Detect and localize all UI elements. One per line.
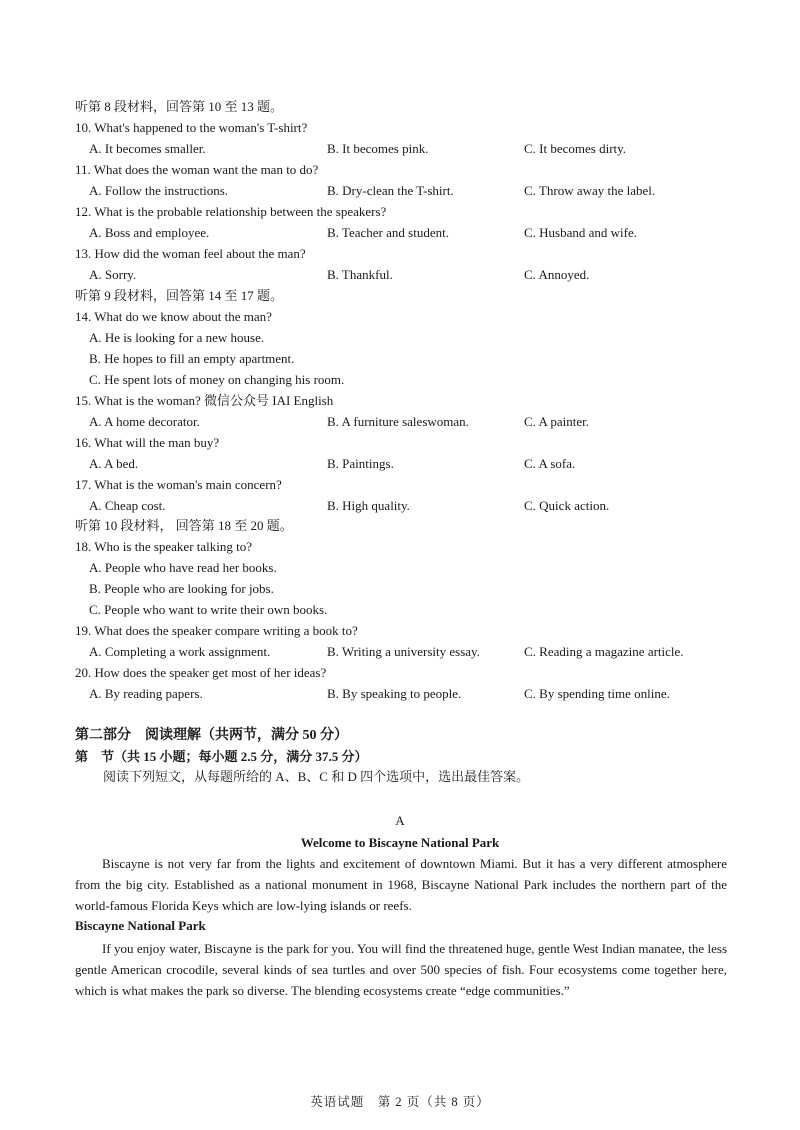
section-intro-10: 听第 10 段材料， 回答第 18 至 20 题。 — [75, 518, 293, 533]
q18-option-a: A. People who have read her books. — [89, 560, 277, 575]
q12-option-a: A. Boss and employee. — [89, 225, 210, 240]
q16-option-a: A. A bed. — [89, 456, 139, 471]
q10-option-b: B. It becomes pink. — [327, 141, 429, 156]
q12-option-b: B. Teacher and student. — [327, 225, 449, 240]
part-two-heading: 第二部分 阅读理解（共两节，满分 50 分） — [75, 728, 348, 743]
section-intro-9: 听第 9 段材料，回答第 14 至 17 题。 — [75, 288, 284, 303]
passage-letter: A — [395, 813, 405, 828]
q15-option-b: B. A furniture saleswoman. — [327, 414, 469, 429]
q17-option-a: A. Cheap cost. — [89, 498, 166, 513]
question-16: 16. What will the man buy? — [75, 435, 220, 450]
q16-option-b: B. Paintings. — [327, 456, 394, 471]
q16-option-c: C. A sofa. — [524, 456, 576, 471]
q20-option-b: B. By speaking to people. — [327, 686, 462, 701]
q10-option-a: A. It becomes smaller. — [89, 141, 206, 156]
q10-option-c: C. It becomes dirty. — [524, 141, 627, 156]
q12-option-c: C. Husband and wife. — [524, 225, 638, 240]
question-19: 19. What does the speaker compare writing a book to? — [75, 623, 358, 638]
q18-option-c: C. People who want to write their own books. — [89, 602, 328, 617]
q13-option-a: A. Sorry. — [89, 267, 137, 282]
q17-option-c: C. Quick action. — [524, 498, 610, 513]
question-18: 18. Who is the speaker talking to? — [75, 539, 253, 554]
q19-option-c: C. Reading a magazine article. — [524, 644, 684, 659]
q13-option-c: C. Annoyed. — [524, 267, 590, 282]
q17-option-b: B. High quality. — [327, 498, 410, 513]
q15-option-c: C. A painter. — [524, 414, 589, 429]
question-15: 15. What is the woman? 微信公众号 IAI English — [75, 393, 334, 408]
section-one-heading: 第 节（共 15 小题；每小题 2.5 分，满分 37.5 分） — [75, 749, 368, 764]
q18-option-b: B. People who are looking for jobs. — [89, 581, 274, 596]
q20-option-a: A. By reading papers. — [89, 686, 203, 701]
q15-option-a: A. A home decorator. — [89, 414, 200, 429]
question-12: 12. What is the probable relationship between the speakers? — [75, 204, 387, 219]
passage-title: Welcome to Biscayne National Park — [300, 835, 500, 850]
q14-option-c: C. He spent lots of money on changing his room. — [89, 372, 345, 387]
question-17: 17. What is the woman's main concern? — [75, 477, 282, 492]
question-20: 20. How does the speaker get most of her ideas? — [75, 665, 327, 680]
reading-instruction: 阅读下列短文，从每题所给的 A、B、C 和 D 四个选项中，选出最佳答案。 — [103, 769, 530, 784]
passage-paragraph-1: Biscayne is not very far from the lights and excitement of downtown Miami. But it has a very different atmosphere from the big city. Established as a national monument in 1968, Biscayne National Park includes the northern part of the world-famous Florida Keys which are low-lying islands or reefs. — [75, 856, 727, 913]
q14-option-a: A. He is looking for a new house. — [89, 330, 265, 345]
q19-option-b: B. Writing a university essay. — [327, 644, 480, 659]
question-11: 11. What does the woman want the man to do? — [75, 162, 319, 177]
section-intro-8: 听第 8 段材料，回答第 10 至 13 题。 — [75, 99, 284, 114]
q20-option-c: C. By spending time online. — [524, 686, 670, 701]
q13-option-b: B. Thankful. — [327, 267, 393, 282]
question-13: 13. How did the woman feel about the man? — [75, 246, 306, 261]
q11-option-c: C. Throw away the label. — [524, 183, 656, 198]
question-10: 10. What's happened to the woman's T-shirt? — [75, 120, 308, 135]
q11-option-b: B. Dry-clean the T-shirt. — [327, 183, 454, 198]
question-14: 14. What do we know about the man? — [75, 309, 272, 324]
page-footer: 英语试题 第 2 页（共 8 页） — [310, 1095, 490, 1109]
q11-option-a: A. Follow the instructions. — [89, 183, 229, 198]
q14-option-b: B. He hopes to fill an empty apartment. — [89, 351, 295, 366]
passage-subheading: Biscayne National Park — [75, 918, 206, 933]
passage-paragraph-2: If you enjoy water, Biscayne is the park for you. You will find the threatened huge, gentle West Indian manatee, the less gentle American crocodile, several kinds of sea turtles and over 500 species of fish. Four ecosystems come together here, which is what makes the park so diverse. The blending ecosystems create “edge communities.” — [75, 941, 727, 998]
q19-option-a: A. Completing a work assignment. — [89, 644, 271, 659]
